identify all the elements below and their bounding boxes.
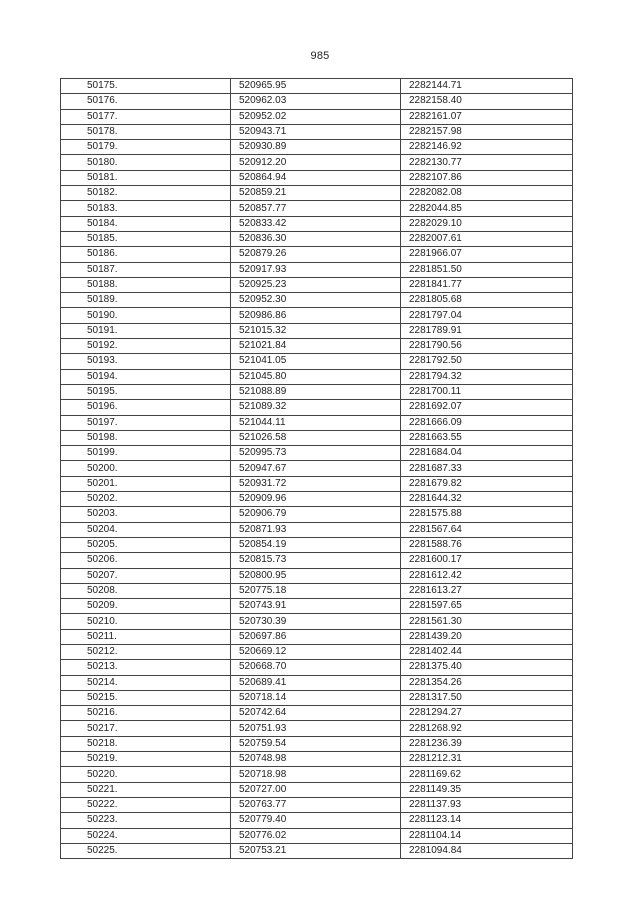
x-coordinate-cell: 520751.93 [231, 721, 401, 736]
y-coordinate-cell: 2281687.33 [401, 461, 573, 476]
point-id-cell: 50192. [61, 339, 231, 354]
y-coordinate-cell: 2281212.31 [401, 752, 573, 767]
point-id-cell: 50222. [61, 797, 231, 812]
x-coordinate-cell: 520775.18 [231, 583, 401, 598]
y-coordinate-cell: 2281294.27 [401, 706, 573, 721]
x-coordinate-cell: 520742.64 [231, 706, 401, 721]
x-coordinate-cell: 520668.70 [231, 660, 401, 675]
x-coordinate-cell: 520962.03 [231, 94, 401, 109]
table-row [61, 507, 573, 522]
point-id-cell: 50217. [61, 721, 231, 736]
x-coordinate-cell: 520815.73 [231, 553, 401, 568]
point-id-cell: 50175. [61, 79, 231, 94]
table-row [61, 797, 573, 812]
table-row [61, 752, 573, 767]
y-coordinate-cell: 2281794.32 [401, 369, 573, 384]
x-coordinate-cell: 521021.84 [231, 339, 401, 354]
x-coordinate-cell: 520947.67 [231, 461, 401, 476]
point-id-cell: 50202. [61, 492, 231, 507]
point-id-cell: 50220. [61, 767, 231, 782]
point-id-cell: 50225. [61, 843, 231, 858]
y-coordinate-cell: 2281644.32 [401, 492, 573, 507]
point-id-cell: 50187. [61, 262, 231, 277]
table-row [61, 782, 573, 797]
point-id-cell: 50215. [61, 690, 231, 705]
table-row [61, 537, 573, 552]
table-row [61, 140, 573, 155]
table-row [61, 216, 573, 231]
y-coordinate-cell: 2281588.76 [401, 537, 573, 552]
point-id-cell: 50199. [61, 446, 231, 461]
table-row [61, 644, 573, 659]
x-coordinate-cell: 520859.21 [231, 186, 401, 201]
table-row [61, 522, 573, 537]
table-row [61, 94, 573, 109]
table-row [61, 660, 573, 675]
y-coordinate-cell: 2282107.86 [401, 170, 573, 185]
x-coordinate-cell: 520952.02 [231, 109, 401, 124]
x-coordinate-cell: 520689.41 [231, 675, 401, 690]
table-row [61, 599, 573, 614]
y-coordinate-cell: 2281137.93 [401, 797, 573, 812]
y-coordinate-cell: 2281789.91 [401, 323, 573, 338]
table-row [61, 277, 573, 292]
x-coordinate-cell: 520906.79 [231, 507, 401, 522]
table-row [61, 415, 573, 430]
point-id-cell: 50203. [61, 507, 231, 522]
x-coordinate-cell: 520931.72 [231, 476, 401, 491]
x-coordinate-cell: 520925.23 [231, 277, 401, 292]
table-row [61, 323, 573, 338]
table-row [61, 400, 573, 415]
y-coordinate-cell: 2281439.20 [401, 629, 573, 644]
y-coordinate-cell: 2281317.50 [401, 690, 573, 705]
x-coordinate-cell: 520857.77 [231, 201, 401, 216]
x-coordinate-cell: 520871.93 [231, 522, 401, 537]
table-row [61, 721, 573, 736]
table-row [61, 583, 573, 598]
point-id-cell: 50190. [61, 308, 231, 323]
x-coordinate-cell: 520952.30 [231, 293, 401, 308]
y-coordinate-cell: 2281268.92 [401, 721, 573, 736]
y-coordinate-cell: 2281797.04 [401, 308, 573, 323]
y-coordinate-cell: 2281805.68 [401, 293, 573, 308]
y-coordinate-cell: 2281700.11 [401, 384, 573, 399]
point-id-cell: 50204. [61, 522, 231, 537]
y-coordinate-cell: 2281094.84 [401, 843, 573, 858]
point-id-cell: 50210. [61, 614, 231, 629]
y-coordinate-cell: 2281792.50 [401, 354, 573, 369]
point-id-cell: 50214. [61, 675, 231, 690]
point-id-cell: 50197. [61, 415, 231, 430]
x-coordinate-cell: 520864.94 [231, 170, 401, 185]
x-coordinate-cell: 520730.39 [231, 614, 401, 629]
point-id-cell: 50188. [61, 277, 231, 292]
y-coordinate-cell: 2282161.07 [401, 109, 573, 124]
y-coordinate-cell: 2282157.98 [401, 124, 573, 139]
table-row [61, 231, 573, 246]
y-coordinate-cell: 2281575.88 [401, 507, 573, 522]
y-coordinate-cell: 2282146.92 [401, 140, 573, 155]
x-coordinate-cell: 521041.05 [231, 354, 401, 369]
point-id-cell: 50209. [61, 599, 231, 614]
x-coordinate-cell: 520748.98 [231, 752, 401, 767]
y-coordinate-cell: 2281597.65 [401, 599, 573, 614]
y-coordinate-cell: 2281567.64 [401, 522, 573, 537]
y-coordinate-cell: 2281600.17 [401, 553, 573, 568]
y-coordinate-cell: 2281679.82 [401, 476, 573, 491]
x-coordinate-cell: 520833.42 [231, 216, 401, 231]
coordinates-table-body [61, 79, 573, 859]
point-id-cell: 50191. [61, 323, 231, 338]
point-id-cell: 50184. [61, 216, 231, 231]
table-row [61, 736, 573, 751]
y-coordinate-cell: 2281966.07 [401, 247, 573, 262]
table-row [61, 629, 573, 644]
x-coordinate-cell: 520986.86 [231, 308, 401, 323]
point-id-cell: 50198. [61, 430, 231, 445]
point-id-cell: 50221. [61, 782, 231, 797]
table-row [61, 476, 573, 491]
table-row [61, 690, 573, 705]
y-coordinate-cell: 2282007.61 [401, 231, 573, 246]
x-coordinate-cell: 521088.89 [231, 384, 401, 399]
table-row [61, 170, 573, 185]
y-coordinate-cell: 2281692.07 [401, 400, 573, 415]
point-id-cell: 50224. [61, 828, 231, 843]
table-row [61, 767, 573, 782]
table-row [61, 568, 573, 583]
x-coordinate-cell: 520943.71 [231, 124, 401, 139]
table-row [61, 201, 573, 216]
point-id-cell: 50194. [61, 369, 231, 384]
point-id-cell: 50205. [61, 537, 231, 552]
table-row [61, 124, 573, 139]
y-coordinate-cell: 2282082.08 [401, 186, 573, 201]
point-id-cell: 50183. [61, 201, 231, 216]
x-coordinate-cell: 520909.96 [231, 492, 401, 507]
y-coordinate-cell: 2281612.42 [401, 568, 573, 583]
x-coordinate-cell: 520779.40 [231, 813, 401, 828]
x-coordinate-cell: 521026.58 [231, 430, 401, 445]
point-id-cell: 50176. [61, 94, 231, 109]
y-coordinate-cell: 2281354.26 [401, 675, 573, 690]
table-row [61, 706, 573, 721]
x-coordinate-cell: 521089.32 [231, 400, 401, 415]
point-id-cell: 50180. [61, 155, 231, 170]
point-id-cell: 50182. [61, 186, 231, 201]
y-coordinate-cell: 2281104.14 [401, 828, 573, 843]
x-coordinate-cell: 521015.32 [231, 323, 401, 338]
y-coordinate-cell: 2281123.14 [401, 813, 573, 828]
y-coordinate-cell: 2281236.39 [401, 736, 573, 751]
point-id-cell: 50196. [61, 400, 231, 415]
x-coordinate-cell: 520879.26 [231, 247, 401, 262]
x-coordinate-cell: 520697.86 [231, 629, 401, 644]
x-coordinate-cell: 520753.21 [231, 843, 401, 858]
point-id-cell: 50201. [61, 476, 231, 491]
x-coordinate-cell: 520718.14 [231, 690, 401, 705]
table-row [61, 384, 573, 399]
y-coordinate-cell: 2282144.71 [401, 79, 573, 94]
x-coordinate-cell: 520669.12 [231, 644, 401, 659]
y-coordinate-cell: 2281561.30 [401, 614, 573, 629]
x-coordinate-cell: 520912.20 [231, 155, 401, 170]
point-id-cell: 50195. [61, 384, 231, 399]
y-coordinate-cell: 2281149.35 [401, 782, 573, 797]
x-coordinate-cell: 521044.11 [231, 415, 401, 430]
point-id-cell: 50208. [61, 583, 231, 598]
y-coordinate-cell: 2282044.85 [401, 201, 573, 216]
x-coordinate-cell: 520854.19 [231, 537, 401, 552]
page-number: 985 [310, 50, 330, 62]
y-coordinate-cell: 2281613.27 [401, 583, 573, 598]
table-row [61, 262, 573, 277]
point-id-cell: 50193. [61, 354, 231, 369]
table-row [61, 828, 573, 843]
y-coordinate-cell: 2281841.77 [401, 277, 573, 292]
y-coordinate-cell: 2281169.62 [401, 767, 573, 782]
y-coordinate-cell: 2281684.04 [401, 446, 573, 461]
table-row [61, 369, 573, 384]
point-id-cell: 50206. [61, 553, 231, 568]
point-id-cell: 50189. [61, 293, 231, 308]
table-row [61, 553, 573, 568]
x-coordinate-cell: 520965.95 [231, 79, 401, 94]
y-coordinate-cell: 2282029.10 [401, 216, 573, 231]
x-coordinate-cell: 520718.98 [231, 767, 401, 782]
x-coordinate-cell: 520995.73 [231, 446, 401, 461]
y-coordinate-cell: 2281663.55 [401, 430, 573, 445]
table-row [61, 461, 573, 476]
table-row [61, 293, 573, 308]
point-id-cell: 50218. [61, 736, 231, 751]
table-row [61, 109, 573, 124]
point-id-cell: 50212. [61, 644, 231, 659]
y-coordinate-cell: 2282130.77 [401, 155, 573, 170]
point-id-cell: 50179. [61, 140, 231, 155]
table-row [61, 675, 573, 690]
point-id-cell: 50213. [61, 660, 231, 675]
table-row [61, 614, 573, 629]
table-row [61, 79, 573, 94]
table-row [61, 186, 573, 201]
point-id-cell: 50178. [61, 124, 231, 139]
point-id-cell: 50185. [61, 231, 231, 246]
x-coordinate-cell: 521045.80 [231, 369, 401, 384]
y-coordinate-cell: 2281402.44 [401, 644, 573, 659]
coordinates-table [60, 78, 573, 859]
point-id-cell: 50219. [61, 752, 231, 767]
point-id-cell: 50200. [61, 461, 231, 476]
x-coordinate-cell: 520763.77 [231, 797, 401, 812]
point-id-cell: 50207. [61, 568, 231, 583]
table-row [61, 247, 573, 262]
x-coordinate-cell: 520836.30 [231, 231, 401, 246]
y-coordinate-cell: 2282158.40 [401, 94, 573, 109]
x-coordinate-cell: 520776.02 [231, 828, 401, 843]
table-row [61, 492, 573, 507]
table-row [61, 446, 573, 461]
point-id-cell: 50216. [61, 706, 231, 721]
x-coordinate-cell: 520800.95 [231, 568, 401, 583]
x-coordinate-cell: 520727.00 [231, 782, 401, 797]
y-coordinate-cell: 2281790.56 [401, 339, 573, 354]
y-coordinate-cell: 2281851.50 [401, 262, 573, 277]
point-id-cell: 50223. [61, 813, 231, 828]
x-coordinate-cell: 520759.54 [231, 736, 401, 751]
y-coordinate-cell: 2281666.09 [401, 415, 573, 430]
point-id-cell: 50211. [61, 629, 231, 644]
x-coordinate-cell: 520917.93 [231, 262, 401, 277]
table-row [61, 843, 573, 858]
table-row [61, 308, 573, 323]
x-coordinate-cell: 520930.89 [231, 140, 401, 155]
table-row [61, 354, 573, 369]
table-row [61, 339, 573, 354]
y-coordinate-cell: 2281375.40 [401, 660, 573, 675]
table-row [61, 430, 573, 445]
table-row [61, 813, 573, 828]
point-id-cell: 50181. [61, 170, 231, 185]
point-id-cell: 50186. [61, 247, 231, 262]
x-coordinate-cell: 520743.91 [231, 599, 401, 614]
point-id-cell: 50177. [61, 109, 231, 124]
table-row [61, 155, 573, 170]
